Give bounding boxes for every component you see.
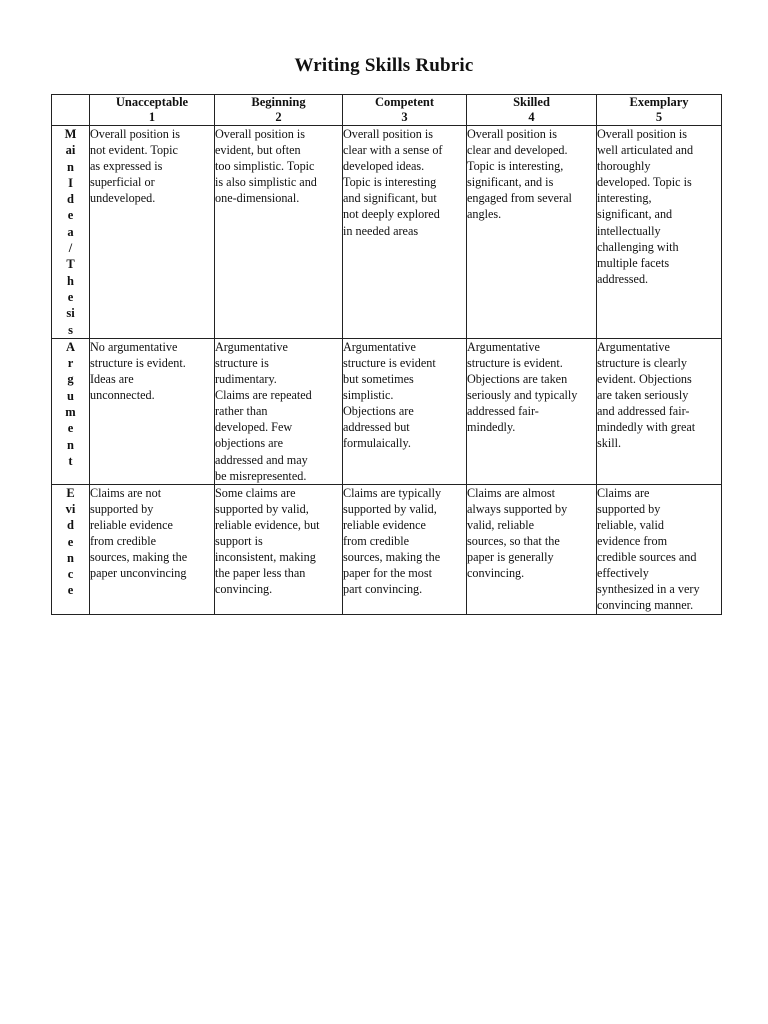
descriptor-line: sources, making the <box>343 550 441 565</box>
descriptor-line: Objections are <box>343 404 414 419</box>
descriptor-line: mindedly. <box>467 420 516 435</box>
descriptor-line: superficial or <box>90 175 155 190</box>
criterion-label-line: ai <box>65 143 76 158</box>
criterion-label-line: e <box>67 289 74 304</box>
header-row <box>52 95 722 126</box>
descriptor-line: but sometimes <box>343 372 414 387</box>
descriptor-cell <box>90 126 215 339</box>
descriptor-cell <box>215 338 343 484</box>
descriptor-line: valid, reliable <box>467 517 535 532</box>
descriptor-line: addressed but <box>343 420 410 435</box>
descriptor-line: reliable evidence, but <box>215 517 320 532</box>
descriptor-line: the paper less than <box>215 566 306 581</box>
descriptor-cell <box>343 338 467 484</box>
descriptor-line: paper unconvincing <box>90 566 187 581</box>
descriptor-line: interesting, <box>597 191 652 206</box>
descriptor-line: synthesized in a very <box>597 582 700 597</box>
descriptor-line: undeveloped. <box>90 191 156 206</box>
level-name: Unacceptable <box>115 95 189 109</box>
descriptor-line: from credible <box>343 533 409 548</box>
descriptor-line: is also simplistic and <box>215 175 317 190</box>
descriptor-line: Argumentative <box>597 339 670 354</box>
descriptor-line: supported by valid, <box>343 501 437 516</box>
descriptor-line: be misrepresented. <box>215 468 307 483</box>
descriptor-line: Claims are repeated <box>215 388 312 403</box>
descriptor-cell <box>215 126 343 339</box>
criterion-label-line: h <box>67 273 74 288</box>
descriptor-line: angles. <box>467 207 502 222</box>
criterion-label-line: r <box>67 356 74 371</box>
criterion-label-line: a <box>67 224 74 239</box>
descriptor-line: Overall position is <box>343 127 434 141</box>
descriptor-line: mindedly with great <box>597 420 696 435</box>
descriptor-line: intellectually <box>597 223 661 238</box>
descriptor-line: too simplistic. Topic <box>215 159 315 174</box>
descriptor-line: from credible <box>90 533 156 548</box>
descriptor-line: sources, making the <box>90 550 188 565</box>
descriptor-line: Some claims are <box>215 485 296 500</box>
descriptor-cell <box>90 338 215 484</box>
header-cell-unacceptable <box>90 95 215 126</box>
descriptor-line: structure is evident. <box>90 355 186 370</box>
criterion-label-line: vi <box>65 502 76 516</box>
descriptor-line: No argumentative <box>90 339 178 354</box>
descriptor-line: structure is <box>215 355 269 370</box>
descriptor-line: and significant, but <box>343 191 437 206</box>
level-score: 4 <box>528 110 535 124</box>
descriptor-cell <box>467 338 597 484</box>
descriptor-line: support is <box>215 533 263 548</box>
level-name: Competent <box>374 95 434 109</box>
descriptor-line: Argumentative <box>343 339 416 354</box>
descriptor-line: Claims are not <box>90 485 162 500</box>
level-score: 1 <box>148 110 156 124</box>
descriptor-line: one-dimensional. <box>215 191 300 206</box>
descriptor-line: multiple facets <box>597 255 670 270</box>
descriptor-line: engaged from several <box>467 191 572 206</box>
criterion-label-line: m <box>65 405 76 420</box>
level-name: Exemplary <box>629 95 689 109</box>
criterion-label-line: e <box>67 208 74 223</box>
criterion-label-line: n <box>67 550 74 565</box>
descriptor-line: in needed areas <box>343 223 419 238</box>
descriptor-line: reliable evidence <box>90 517 173 532</box>
criterion-label-line: e <box>67 421 74 436</box>
descriptor-line: supported by <box>597 501 661 516</box>
descriptor-line: supported by valid, <box>215 501 309 516</box>
descriptor-line: clear and developed. <box>467 143 568 158</box>
descriptor-line: Topic is interesting <box>343 175 437 190</box>
descriptor-cell <box>467 484 597 614</box>
criterion-label-line: E <box>66 485 75 500</box>
descriptor-line: clear with a sense of <box>343 143 443 158</box>
descriptor-line: not evident. Topic <box>90 143 178 158</box>
descriptor-line: not deeply explored <box>343 207 440 222</box>
descriptor-line: Overall position is <box>90 127 181 141</box>
header-cell-competent <box>343 95 467 126</box>
descriptor-line: convincing. <box>215 582 273 597</box>
descriptor-line: reliable evidence <box>343 517 426 532</box>
criterion-label-line: u <box>67 388 74 403</box>
criterion-label-line: T <box>66 257 75 272</box>
header-cell-beginning <box>215 95 343 126</box>
level-score: 5 <box>655 110 663 124</box>
descriptor-line: Objections are taken <box>467 372 568 387</box>
descriptor-line: and addressed fair- <box>597 404 690 419</box>
descriptor-line: evidence from <box>597 533 668 548</box>
descriptor-line: addressed. <box>597 271 649 286</box>
level-name: Beginning <box>251 95 306 109</box>
header-cell-exemplary <box>597 95 722 126</box>
descriptor-line: Claims are almost <box>467 485 556 500</box>
descriptor-cell <box>90 484 215 614</box>
descriptor-line: rudimentary. <box>215 372 277 387</box>
descriptor-line: always supported by <box>467 501 568 516</box>
descriptor-line: Claims are typically <box>343 485 442 500</box>
criterion-label-line: si <box>66 306 75 321</box>
descriptor-line: evident, but often <box>215 143 301 158</box>
descriptor-line: unconnected. <box>90 388 155 403</box>
header-corner-cell <box>52 95 90 126</box>
criterion-label-line: g <box>67 372 74 387</box>
descriptor-line: are taken seriously <box>597 388 689 403</box>
header-cell-skilled <box>467 95 597 126</box>
descriptor-line: Ideas are <box>90 372 134 387</box>
criterion-label-line: d <box>67 192 74 207</box>
descriptor-cell <box>215 484 343 614</box>
descriptor-line: simplistic. <box>343 388 394 403</box>
criterion-label-line: t <box>68 453 73 468</box>
descriptor-line: developed. Few <box>215 420 293 435</box>
criterion-label <box>52 484 90 614</box>
descriptor-line: Overall position is <box>467 127 558 141</box>
descriptor-line: as expressed is <box>90 159 163 174</box>
criterion-label-line: M <box>64 127 77 141</box>
level-score: 3 <box>401 110 408 124</box>
descriptor-line: addressed and may <box>215 452 308 467</box>
descriptor-line: paper for the most <box>343 566 433 581</box>
descriptor-line: paper is generally <box>467 550 554 565</box>
criterion-label-line: d <box>67 518 74 533</box>
descriptor-line: developed. Topic is <box>597 175 692 190</box>
criterion-label <box>52 338 90 484</box>
descriptor-line: evident. Objections <box>597 372 692 387</box>
descriptor-line: formulaically. <box>343 436 411 451</box>
descriptor-line: skill. <box>597 436 622 451</box>
criterion-label-line: / <box>68 241 73 256</box>
criterion-label-line: n <box>67 437 74 452</box>
descriptor-line: seriously and typically <box>467 388 578 403</box>
descriptor-line: Argumentative <box>467 339 540 354</box>
criterion-label-line: e <box>67 534 74 549</box>
descriptor-line: Overall position is <box>215 127 306 141</box>
descriptor-line: thoroughly <box>597 159 651 174</box>
descriptor-cell <box>343 126 467 339</box>
rubric-table <box>51 94 722 615</box>
descriptor-line: structure is evident. <box>467 355 563 370</box>
descriptor-line: developed ideas. <box>343 159 425 174</box>
descriptor-line: well articulated and <box>597 143 694 158</box>
descriptor-cell <box>597 126 722 339</box>
criterion-row-argument <box>52 338 722 484</box>
criterion-label-line: I <box>68 175 73 190</box>
descriptor-line: sources, so that the <box>467 533 560 548</box>
level-score: 2 <box>275 110 282 124</box>
descriptor-line: convincing. <box>467 566 525 581</box>
criterion-label-line: A <box>65 339 76 354</box>
descriptor-line: structure is clearly <box>597 355 688 370</box>
criterion-label-line: c <box>67 567 74 582</box>
descriptor-line: convincing manner. <box>597 598 694 613</box>
descriptor-line: Argumentative <box>215 339 288 354</box>
descriptor-line: Claims are <box>597 485 650 500</box>
document-title: Writing Skills Rubric <box>294 55 474 76</box>
descriptor-line: challenging with <box>597 239 679 254</box>
descriptor-cell <box>597 338 722 484</box>
level-name: Skilled <box>513 95 550 109</box>
criterion-label-line: e <box>67 583 74 598</box>
descriptor-line: Overall position is <box>597 127 688 141</box>
descriptor-line: part convincing. <box>343 582 423 597</box>
descriptor-cell <box>343 484 467 614</box>
descriptor-line: Topic is interesting, <box>467 159 564 174</box>
criterion-label-line: n <box>67 159 74 174</box>
descriptor-line: addressed fair- <box>467 404 539 419</box>
descriptor-line: reliable, valid <box>597 517 665 532</box>
descriptor-line: supported by <box>90 501 154 516</box>
descriptor-line: objections are <box>215 436 284 451</box>
criterion-label <box>52 126 90 339</box>
descriptor-line: rather than <box>215 404 268 419</box>
criterion-row-evidence <box>52 484 722 614</box>
descriptor-line: structure is evident <box>343 355 436 370</box>
criterion-row-main-idea <box>52 126 722 339</box>
descriptor-line: significant, and is <box>467 175 554 190</box>
descriptor-line: credible sources and <box>597 550 697 565</box>
descriptor-cell <box>597 484 722 614</box>
criterion-label-line: s <box>68 322 73 337</box>
descriptor-line: inconsistent, making <box>215 550 316 565</box>
descriptor-cell <box>467 126 597 339</box>
descriptor-line: significant, and <box>597 207 673 222</box>
descriptor-line: effectively <box>597 566 649 581</box>
